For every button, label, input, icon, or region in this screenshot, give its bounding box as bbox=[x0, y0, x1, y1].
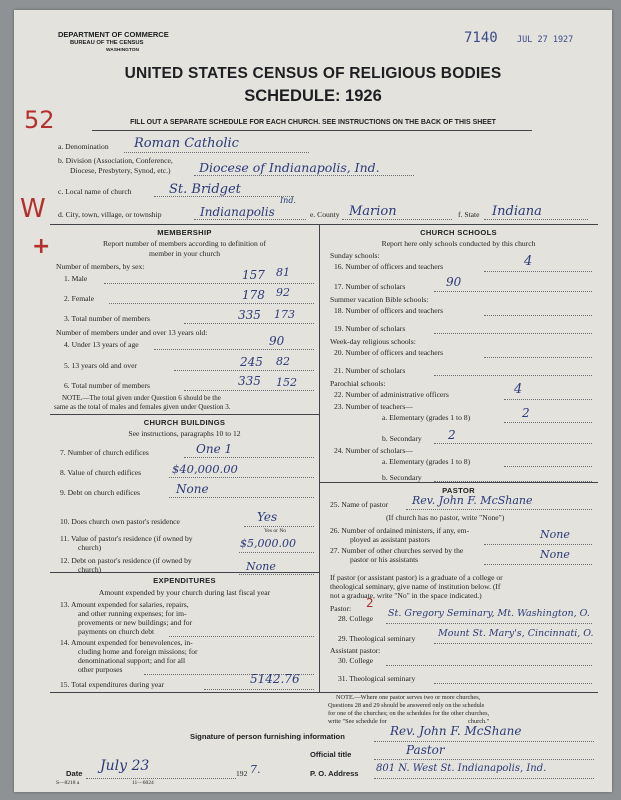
margin-number-mark: 52 bbox=[24, 106, 55, 134]
q29-line bbox=[434, 643, 592, 644]
city-name: WASHINGTON bbox=[106, 48, 139, 53]
schools-bottom-rule bbox=[319, 482, 598, 483]
q21-line bbox=[434, 375, 592, 376]
q12-pastor-res-debt-label: 12. Debt on pastor's residence (if owned by bbox=[60, 556, 192, 565]
q29-value[interactable]: Mount St. Mary's, Cincinnati, O. bbox=[438, 628, 594, 639]
q23a-label: a. Elementary (grades 1 to 8) bbox=[382, 413, 471, 422]
general-instruction: FILL OUT A SEPARATE SCHEDULE FOR EACH CHURCH. SEE INSTRUCTIONS ON THE BACK OF THIS SHEET bbox=[130, 119, 496, 126]
census-schedule-paper bbox=[14, 10, 612, 792]
pastor-note-3: for one of the churches; on the schedules for the other churches, bbox=[328, 710, 490, 717]
section-rule-bottom bbox=[50, 692, 598, 693]
q8-value-label: 8. Value of church edifices bbox=[60, 468, 142, 477]
po-address-label: P. O. Address bbox=[310, 769, 359, 778]
form-title: UNITED STATES CENSUS OF RELIGIOUS BODIES bbox=[124, 65, 502, 82]
q6-total-value[interactable]: 335 bbox=[238, 374, 261, 388]
q11-line bbox=[239, 552, 314, 553]
q13-line-3: provements or new buildings; and for bbox=[78, 618, 193, 627]
q4-under13-value[interactable]: 90 bbox=[269, 334, 285, 348]
q13-line-1: 13. Amount expended for salaries, repairs, bbox=[60, 600, 189, 609]
q8-value-value[interactable]: $40,000.00 bbox=[172, 462, 238, 476]
q10-hint: Yes or No bbox=[264, 528, 287, 534]
q27-label-cont: pastor or his assistants bbox=[350, 555, 419, 564]
membership-note: NOTE.—The total given under Question 6 should be the bbox=[62, 394, 221, 402]
q6-line bbox=[184, 390, 314, 391]
county-value[interactable]: Marion bbox=[349, 204, 397, 219]
pastor-note-5: church." bbox=[468, 718, 490, 725]
q26-label: 26. Number of ordained ministers, if any, em- bbox=[330, 526, 470, 535]
members-by-age-label: Number of members under and over 13 years old: bbox=[56, 328, 208, 337]
official-title-label: Official title bbox=[310, 750, 352, 759]
city-state-note: Ind. bbox=[280, 196, 296, 205]
sunday-schools-label: Sunday schools: bbox=[330, 251, 380, 260]
membership-note-cont: same as the total of males and females given under Question 3. bbox=[54, 403, 231, 411]
q28-line bbox=[386, 623, 592, 624]
summer-schools-label: Summer vacation Bible schools: bbox=[330, 295, 429, 304]
q12-pastor-res-debt-value[interactable]: None bbox=[246, 560, 276, 573]
q20-label: 20. Number of officers and teachers bbox=[334, 348, 444, 357]
q8-line bbox=[169, 477, 314, 478]
column-divider bbox=[319, 224, 320, 692]
receipt-stamp-number: 7140 bbox=[464, 30, 498, 46]
membership-bottom-rule bbox=[50, 414, 319, 415]
q5-over13-value[interactable]: 245 bbox=[240, 355, 263, 369]
q5-over13-label: 5. 13 years old and over bbox=[64, 361, 137, 370]
q17-line bbox=[434, 291, 592, 292]
signature-label: Signature of person furnishing information bbox=[190, 732, 345, 741]
denomination-label: a. Denomination bbox=[58, 142, 109, 151]
pastor-sub-mark: 2 bbox=[366, 596, 374, 610]
division-label-cont: Diocese, Presbytery, Synod, etc.) bbox=[70, 166, 171, 175]
q13-line-2: and other running expenses; for im- bbox=[78, 609, 187, 618]
membership-intro-cont: member in your church bbox=[148, 249, 221, 258]
official-title-line bbox=[374, 759, 594, 760]
q23b-label: b. Secondary bbox=[382, 434, 422, 443]
q14-line-1: 14. Amount expended for benevolences, in- bbox=[60, 638, 193, 647]
membership-intro: Report number of members according to definition of bbox=[102, 239, 266, 248]
q11-pastor-res-value-label: 11. Value of pastor's residence (if owned by bbox=[60, 534, 193, 543]
schools-intro: Report here only schools conducted by this church bbox=[381, 239, 536, 248]
weekday-schools-label: Week-day religious schools: bbox=[330, 337, 416, 346]
q9-line bbox=[169, 497, 314, 498]
q26-label-cont: ployed as assistant pastors bbox=[350, 535, 430, 544]
q22-label: 22. Number of administrative officers bbox=[334, 390, 449, 399]
q1-male-label: 1. Male bbox=[64, 274, 88, 283]
division-value[interactable]: Diocese of Indianapolis, Ind. bbox=[199, 160, 380, 175]
official-title-value[interactable]: Pastor bbox=[406, 743, 445, 757]
pastor-note-2: Questions 28 and 29 should be answered only on the schedule bbox=[328, 702, 485, 709]
denomination-value[interactable]: Roman Catholic bbox=[134, 136, 239, 151]
q25-value[interactable]: Rev. John F. McShane bbox=[412, 494, 533, 507]
q16-line bbox=[484, 271, 592, 272]
q3-line bbox=[184, 323, 314, 324]
q9-debt-label: 9. Debt on church edifices bbox=[60, 488, 140, 497]
q3-total-value[interactable]: 335 bbox=[238, 308, 261, 322]
margin-cross-mark: + bbox=[32, 234, 51, 259]
q23a-line bbox=[504, 422, 592, 423]
margin-letter-mark: W bbox=[20, 194, 46, 224]
signature-line bbox=[374, 741, 594, 742]
q12-line bbox=[239, 574, 314, 575]
date-value[interactable]: July 23 bbox=[100, 758, 150, 774]
parochial-schools-label: Parochial schools: bbox=[330, 379, 386, 388]
q13-line bbox=[169, 636, 314, 637]
membership-title: MEMBERSHIP bbox=[157, 228, 212, 237]
q22-value[interactable]: 4 bbox=[514, 382, 523, 397]
q10-line bbox=[244, 526, 314, 527]
q1-male-value[interactable]: 157 bbox=[242, 268, 265, 282]
buildings-intro: See instructions, paragraphs 10 to 12 bbox=[128, 429, 241, 438]
q26-value[interactable]: None bbox=[540, 528, 570, 541]
q24b-label: b. Secondary bbox=[382, 473, 422, 482]
q3-total-label: 3. Total number of members bbox=[64, 314, 151, 323]
q1-line bbox=[104, 283, 314, 284]
q20-line bbox=[484, 357, 592, 358]
po-address-line bbox=[374, 778, 594, 779]
q19-line bbox=[434, 333, 592, 334]
q1-male-alt: 81 bbox=[276, 266, 290, 279]
q3-total-alt: 173 bbox=[274, 308, 295, 321]
date-year-digit[interactable]: 7. bbox=[250, 763, 261, 776]
q23b-value[interactable]: 2 bbox=[448, 428, 456, 442]
section-rule-top bbox=[50, 224, 598, 225]
q12-label-cont: church) bbox=[78, 565, 102, 574]
q17-value[interactable]: 90 bbox=[446, 275, 462, 289]
q15-total-value[interactable]: 5142.76 bbox=[250, 672, 300, 686]
q10-residence-label: 10. Does church own pastor's residence bbox=[60, 517, 180, 526]
q15-total-label: 15. Total expenditures during year bbox=[60, 680, 165, 689]
q2-female-label: 2. Female bbox=[64, 294, 94, 303]
q24-label: 24. Number of scholars— bbox=[334, 446, 413, 455]
q7-edifices-label: 7. Number of church edifices bbox=[60, 448, 149, 457]
graduate-instruction-end: not a graduate, write "No" in the space indicated.) bbox=[330, 591, 482, 600]
q22-line bbox=[504, 399, 592, 400]
q16-value[interactable]: 4 bbox=[524, 254, 533, 269]
q10-residence-value[interactable]: Yes bbox=[257, 510, 278, 524]
city-line bbox=[194, 219, 306, 220]
q28-value[interactable]: St. Gregory Seminary, Mt. Washington, O. bbox=[388, 608, 590, 619]
county-line bbox=[342, 219, 452, 220]
receipt-stamp-date: JUL 27 1927 bbox=[517, 35, 574, 45]
q25-label: 25. Name of pastor bbox=[330, 500, 389, 509]
print-number: 11—6024 bbox=[132, 780, 154, 786]
schools-title: CHURCH SCHOOLS bbox=[420, 228, 497, 237]
q29-label: 29. Theological seminary bbox=[338, 634, 416, 643]
q31-label: 31. Theological seminary bbox=[338, 674, 416, 683]
q5-line bbox=[174, 370, 314, 371]
pastor-note-4: write "See schedule for bbox=[328, 718, 387, 725]
division-label: b. Division (Association, Conference, bbox=[58, 156, 173, 165]
po-address-value[interactable]: 801 N. West St. Indianapolis, Ind. bbox=[376, 763, 547, 774]
q24b-line bbox=[434, 481, 592, 482]
q13-line-4: payments on church debt bbox=[78, 627, 155, 636]
q30-label: 30. College bbox=[338, 656, 374, 665]
local-name-label: c. Local name of church bbox=[58, 187, 132, 196]
q2-female-value[interactable]: 178 bbox=[242, 288, 265, 302]
q11-pastor-res-value[interactable]: $5,000.00 bbox=[240, 537, 296, 550]
q25-line bbox=[406, 509, 592, 510]
buildings-title: CHURCH BUILDINGS bbox=[143, 418, 226, 427]
q27-label: 27. Number of other churches served by the bbox=[330, 546, 464, 555]
q7-edifices-value[interactable]: One 1 bbox=[196, 442, 233, 456]
members-by-sex-label: Number of members, by sex: bbox=[56, 262, 145, 271]
q11-label-cont: church) bbox=[78, 543, 102, 552]
q6-total-label: 6. Total number of members bbox=[64, 381, 151, 390]
expenditures-title: EXPENDITURES bbox=[153, 576, 216, 585]
graduate-instruction: If pastor (or assistant pastor) is a graduate of a college or bbox=[330, 573, 503, 582]
state-label: f. State bbox=[458, 210, 480, 219]
q23b-line bbox=[434, 443, 592, 444]
city-value[interactable]: Indianapolis bbox=[200, 205, 275, 219]
q5-over13-alt: 82 bbox=[276, 355, 290, 368]
q14-line-2: cluding home and foreign missions; for bbox=[78, 647, 198, 656]
state-value[interactable]: Indiana bbox=[492, 204, 542, 219]
q4-under13-label: 4. Under 13 years of age bbox=[64, 340, 139, 349]
q19-label: 19. Number of scholars bbox=[334, 324, 406, 333]
pastor-note-1: NOTE.—Where one pastor serves two or more churches, bbox=[336, 694, 481, 701]
division-line bbox=[194, 175, 414, 176]
local-name-value[interactable]: St. Bridget bbox=[169, 182, 241, 197]
county-label: e. County bbox=[310, 210, 340, 219]
q28-label: 28. College bbox=[338, 614, 374, 623]
pastor-sub-label: Pastor: bbox=[330, 604, 352, 613]
q17-label: 17. Number of scholars bbox=[334, 282, 406, 291]
q24a-label: a. Elementary (grades 1 to 8) bbox=[382, 457, 471, 466]
date-line bbox=[86, 778, 236, 779]
department-name: DEPARTMENT OF COMMERCE bbox=[58, 30, 169, 39]
expenditures-intro: Amount expended by your church during last fiscal year bbox=[98, 588, 271, 597]
pastor-title: PASTOR bbox=[442, 486, 475, 495]
q24a-line bbox=[504, 466, 592, 467]
q23a-value[interactable]: 2 bbox=[522, 406, 530, 420]
q23-label: 23. Number of teachers— bbox=[334, 402, 413, 411]
graduate-instruction-cont: theological seminary, give name of institution below. (If bbox=[330, 582, 501, 591]
q18-label: 18. Number of officers and teachers bbox=[334, 306, 444, 315]
q15-line bbox=[204, 689, 314, 690]
q21-label: 21. Number of scholars bbox=[334, 366, 406, 375]
q4-line bbox=[154, 349, 314, 350]
schedule-title: SCHEDULE: 1926 bbox=[244, 87, 382, 105]
q31-line bbox=[434, 683, 592, 684]
header-rule bbox=[92, 130, 532, 131]
q16-label: 16. Number of officers and teachers bbox=[334, 262, 444, 271]
q7-line bbox=[184, 457, 314, 458]
date-label: Date bbox=[66, 769, 83, 778]
state-line bbox=[484, 219, 588, 220]
q26-line bbox=[484, 544, 592, 545]
q2-line bbox=[109, 303, 314, 304]
city-label: d. City, town, village, or township bbox=[58, 210, 162, 219]
denomination-line bbox=[124, 152, 309, 153]
q6-total-alt: 152 bbox=[276, 376, 297, 389]
q9-debt-value[interactable]: None bbox=[176, 482, 209, 496]
assistant-sub-label: Assistant pastor: bbox=[330, 646, 381, 655]
q14-line-4: other purposes bbox=[78, 665, 123, 674]
q27-line bbox=[484, 564, 592, 565]
date-year-prefix: 192 bbox=[236, 769, 248, 778]
q30-line bbox=[386, 665, 592, 666]
form-number: S—8218 a bbox=[56, 780, 80, 786]
q14-line-3: denominational support; and for all bbox=[78, 656, 186, 665]
q27-value[interactable]: None bbox=[540, 548, 570, 561]
q25-hint: (If church has no pastor, write "None") bbox=[386, 513, 505, 522]
signature-value[interactable]: Rev. John F. McShane bbox=[390, 724, 522, 738]
q18-line bbox=[484, 315, 592, 316]
q2-female-alt: 92 bbox=[276, 286, 290, 299]
bureau-name: BUREAU OF THE CENSUS bbox=[70, 40, 144, 46]
